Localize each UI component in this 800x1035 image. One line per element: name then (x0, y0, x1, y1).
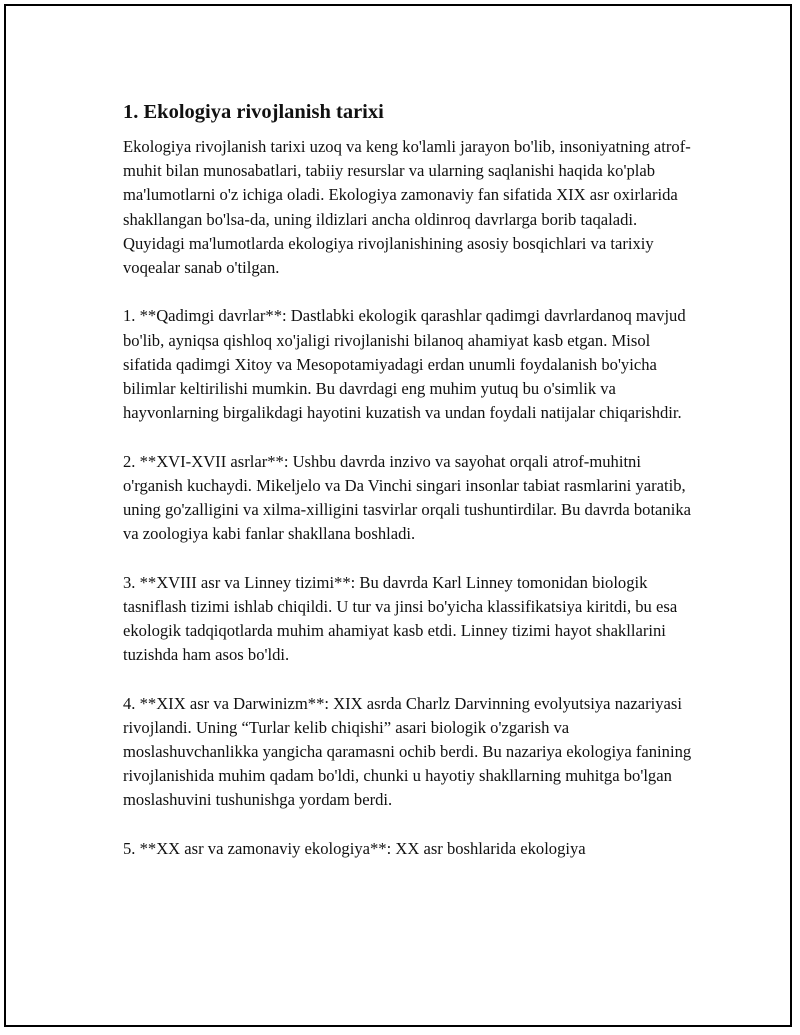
paragraph-16-17-centuries: 2. **XVI-XVII asrlar**: Ushbu davrda inzivo va sayohat orqali atrof-muhitni o'rganish kuchaydi. Mikeljelo va Da Vinchi singari insonlar tabiat rasmlarini yaratib, uning go'zalligini va xilma-xilligini tasvirlar orqali tushuntirdilar. Bu davrda botanika va zoologiya kabi fanlar shakllana boshladi. (123, 451, 691, 544)
paragraph-19-century-darwinism: 4. **XIX asr va Darwinizm**: XIX asrda Charlz Darvinning evolyutsiya nazariyasi rivojlandi. Uning “Turlar kelib chiqishi” asari biologik o'zgarish va moslashuvchanlikka yangicha qaramasni ochib berdi. Bu nazariya ekologiya fanining rivojlanishida muhim qadam bo'ldi, chunki u hayotiy shakllarning muhitga bo'lgan moslashuvini tushunishga yordam berdi. (123, 693, 692, 810)
intro-paragraph: Ekologiya rivojlanish tarixi uzoq va keng ko'lamli jarayon bo'lib, insoniyatning atrof-muhit bilan munosabatlari, tabiiy resurslar va ularning saqlanishi haqida ko'plab ma'lumotlarni o'z ichiga oladi. Ekologiya zamonaviy fan sifatida XIX asr oxirlarida shakllangan bo'lsa-da, uning ildizlari ancha oldinroq davrlarga borib taqaladi. Quyidagi ma'lumotlarda ekologiya rivojlanishining asosiy bosqichlari va tarixiy voqealar sanab o'tilgan. (123, 137, 691, 278)
paragraph-20-century-modern-ecology: 5. **XX asr va zamonaviy ekologiya**: XX asr boshlarida ekologiya (123, 838, 586, 858)
document-body (123, 98, 703, 885)
paragraph-18-century-linnaeus: 3. **XVIII asr va Linney tizimi**: Bu davrda Karl Linney tomonidan biologik tasniflash tizimi ishlab chiqildi. U tur va jinsi bo'yicha klassifikatsiya kiritdi, bu esa ekologik tadqiqotlarda muhim ahamiyat kasb etdi. Linney tizimi hayot shakllarini tuzishda ham asos bo'ldi. (123, 572, 678, 665)
section-heading: 1. Ekologiya rivojlanish tarixi (123, 101, 384, 123)
page-frame (4, 4, 792, 1027)
paragraph-ancient-times: 1. **Qadimgi davrlar**: Dastlabki ekologik qarashlar qadimgi davrlardanoq mavjud bo'lib, ayniqsa qishloq xo'jaligi rivojlanishi bilanoq ahamiyat kasb etgan. Misol sifatida qadimgi Xitoy va Mesopotamiyadagi erdan unumli foydalanish bo'yicha bilimlar keltirilishi mumkin. Bu davrdagi eng muhim yutuq bu o'simlik va hayvonlarning birgalikdagi hayotini kuzatish va undan foydali natijalar chiqarishdir. (123, 306, 686, 423)
